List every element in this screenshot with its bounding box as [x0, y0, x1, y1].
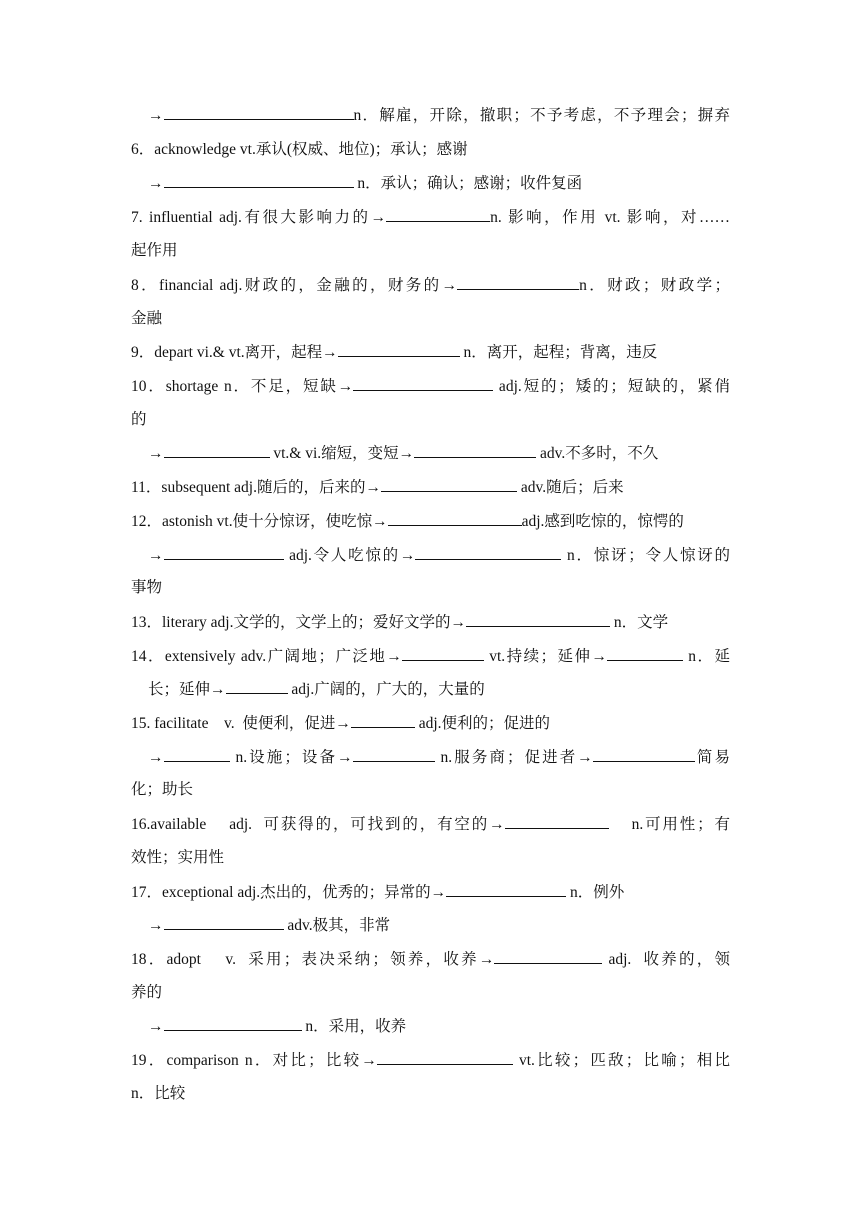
entry-16-headword-line	[131, 814, 730, 835]
definition-text: adj.便利的；促进的	[414, 715, 551, 732]
definition-text: adv.随后；后来	[517, 479, 624, 496]
entry-12-continuation-line	[131, 578, 730, 598]
answer-blank[interactable]	[446, 882, 566, 897]
entry-text: 的	[131, 411, 147, 428]
entry-text: 10．shortage n．不足，短缺→	[131, 378, 354, 395]
definition-text: vt.持续；延伸→	[483, 648, 607, 665]
entry-15-headword-line	[131, 713, 730, 734]
definition-text: n．文学	[609, 614, 669, 631]
answer-blank[interactable]	[164, 747, 230, 762]
entry-text: 19．comparison n．对比；比较→	[131, 1052, 377, 1069]
entry-19-continuation-line	[131, 1084, 730, 1104]
entry-11-headword-line	[131, 477, 730, 498]
entry-text: 15. facilitate v. 使便利，促进→	[131, 715, 351, 732]
definition-text: n.设施；设备→	[229, 749, 353, 766]
entry-text: 14．extensively adv.广阔地；广泛地→	[131, 648, 402, 665]
entry-19-headword-line	[131, 1050, 730, 1071]
entry-6-headword-line	[131, 140, 730, 160]
definition-text: n．财政；财政学；	[579, 277, 730, 294]
definition-text: adj.广阔的，广大的，大量的	[287, 681, 485, 698]
entry-14-headword-line	[131, 646, 730, 667]
entry-text: 12．astonish vt.使十分惊讶，使吃惊→	[131, 513, 388, 530]
definition-text: n.可用性；有	[608, 816, 730, 833]
definition-text: adj.感到吃惊的，惊愕的	[521, 513, 684, 530]
answer-blank[interactable]	[164, 545, 284, 560]
answer-blank[interactable]	[402, 646, 484, 661]
entry-8-continuation-line	[131, 309, 730, 329]
entry-text: 9．depart vi.& vt.离开，起程→	[131, 344, 338, 361]
definition-text: n．惊讶；令人惊讶的	[561, 547, 730, 564]
definition-text: vt.& vi.缩短，变短→	[269, 445, 415, 462]
arrow-text: →	[148, 547, 164, 564]
answer-blank[interactable]	[164, 1016, 302, 1031]
entry-16-continuation-line	[131, 848, 730, 868]
answer-blank[interactable]	[377, 1050, 513, 1065]
entry-18-continuation-line	[131, 983, 730, 1003]
entry-text: 长；延伸→	[148, 681, 226, 698]
entry-7-headword-line	[131, 207, 730, 228]
entry-12-derivative-line	[148, 545, 730, 566]
answer-blank[interactable]	[381, 477, 517, 492]
entry-8-headword-line	[131, 275, 730, 296]
definition-text: 简易	[694, 749, 730, 766]
entry-text: 起作用	[131, 242, 178, 259]
arrow-text: →	[148, 445, 164, 462]
entry-12-headword-line	[131, 511, 730, 532]
answer-blank[interactable]	[164, 915, 284, 930]
answer-blank[interactable]	[351, 713, 415, 728]
definition-text: adv.极其，非常	[283, 917, 391, 934]
answer-blank[interactable]	[353, 376, 493, 391]
answer-blank[interactable]	[466, 612, 610, 627]
answer-blank[interactable]	[386, 207, 490, 222]
answer-blank[interactable]	[505, 814, 609, 829]
entry-text: 13．literary adj.文学的，文学上的；爱好文学的→	[131, 614, 466, 631]
entry-text: n．比较	[131, 1085, 186, 1102]
definition-text: n．承认；确认；感谢；收件复函	[353, 175, 583, 192]
definition-text: vt.比较；匹敌；比喻；相比	[512, 1052, 730, 1069]
entry-14-continuation-line	[148, 679, 730, 700]
definition-text: n．例外	[566, 884, 625, 901]
entry-9-headword-line	[131, 342, 730, 363]
answer-blank[interactable]	[353, 747, 435, 762]
entry-text: 7. influential adj.有很大影响力的→	[131, 209, 387, 226]
answer-blank[interactable]	[164, 173, 354, 188]
entry-10-derivative-line	[148, 443, 730, 464]
answer-blank[interactable]	[164, 105, 354, 120]
answer-blank[interactable]	[457, 275, 579, 290]
definition-text: adj. 收养的，领	[602, 951, 730, 968]
arrow-text: →	[148, 175, 164, 192]
definition-text: adj.令人吃惊的→	[283, 547, 416, 564]
entry-text: 化；助长	[131, 781, 194, 798]
definition-text: adj.短的；矮的；短缺的，紧俏	[493, 378, 731, 395]
answer-blank[interactable]	[415, 545, 561, 560]
entry-7-continuation-line	[131, 241, 730, 261]
entry-13-headword-line	[131, 612, 730, 633]
definition-text: n. 影响，作用 vt. 影响，对……	[490, 209, 731, 226]
definition-text: n.服务商；促进者→	[434, 749, 593, 766]
answer-blank[interactable]	[593, 747, 695, 762]
entry-text: 16.available adj. 可获得的，可找到的，有空的→	[131, 816, 505, 833]
entry-5-derivative-line	[148, 105, 730, 126]
arrow-text: →	[148, 1018, 164, 1035]
entry-text: 18．adopt v. 采用；表决采纳；领养，收养→	[131, 951, 495, 968]
answer-blank[interactable]	[226, 679, 288, 694]
entry-15-derivative-line	[148, 747, 730, 768]
answer-blank[interactable]	[338, 342, 460, 357]
arrow-text: →	[148, 749, 164, 766]
entry-6-derivative-line	[148, 173, 730, 194]
definition-text: n．离开，起程；背离，违反	[459, 344, 658, 361]
answer-blank[interactable]	[494, 949, 602, 964]
entry-10-continuation-line	[131, 410, 730, 430]
entry-text: 效性；实用性	[131, 849, 225, 866]
entry-15-continuation-line	[131, 780, 730, 800]
definition-text: n．采用，收养	[301, 1018, 407, 1035]
entry-text: 8．financial adj.财政的，金融的，财务的→	[131, 277, 458, 294]
entry-text: 11．subsequent adj.随后的，后来的→	[131, 479, 381, 496]
definition-text: n．延	[682, 648, 730, 665]
arrow-text: →	[148, 107, 164, 124]
answer-blank[interactable]	[414, 443, 536, 458]
entry-17-headword-line	[131, 882, 730, 903]
definition-text: n．解雇，开除，撤职；不予考虑，不予理会；摒弃	[353, 107, 730, 124]
entry-18-derivative-line	[148, 1016, 730, 1037]
definition-text: adv.不多时，不久	[536, 445, 659, 462]
answer-blank[interactable]	[164, 443, 270, 458]
entry-text: 6．acknowledge vt.承认(权威、地位)；承认；感谢	[131, 141, 468, 158]
answer-blank[interactable]	[388, 511, 522, 526]
entry-text: 17．exceptional adj.杰出的，优秀的；异常的→	[131, 884, 447, 901]
entry-text: 事物	[131, 579, 163, 596]
entry-18-headword-line	[131, 949, 730, 970]
arrow-text: →	[148, 917, 164, 934]
entry-10-headword-line	[131, 376, 730, 397]
entry-text: 金融	[131, 310, 163, 327]
answer-blank[interactable]	[607, 646, 683, 661]
entry-17-derivative-line	[148, 915, 730, 936]
entry-text: 养的	[131, 984, 163, 1001]
